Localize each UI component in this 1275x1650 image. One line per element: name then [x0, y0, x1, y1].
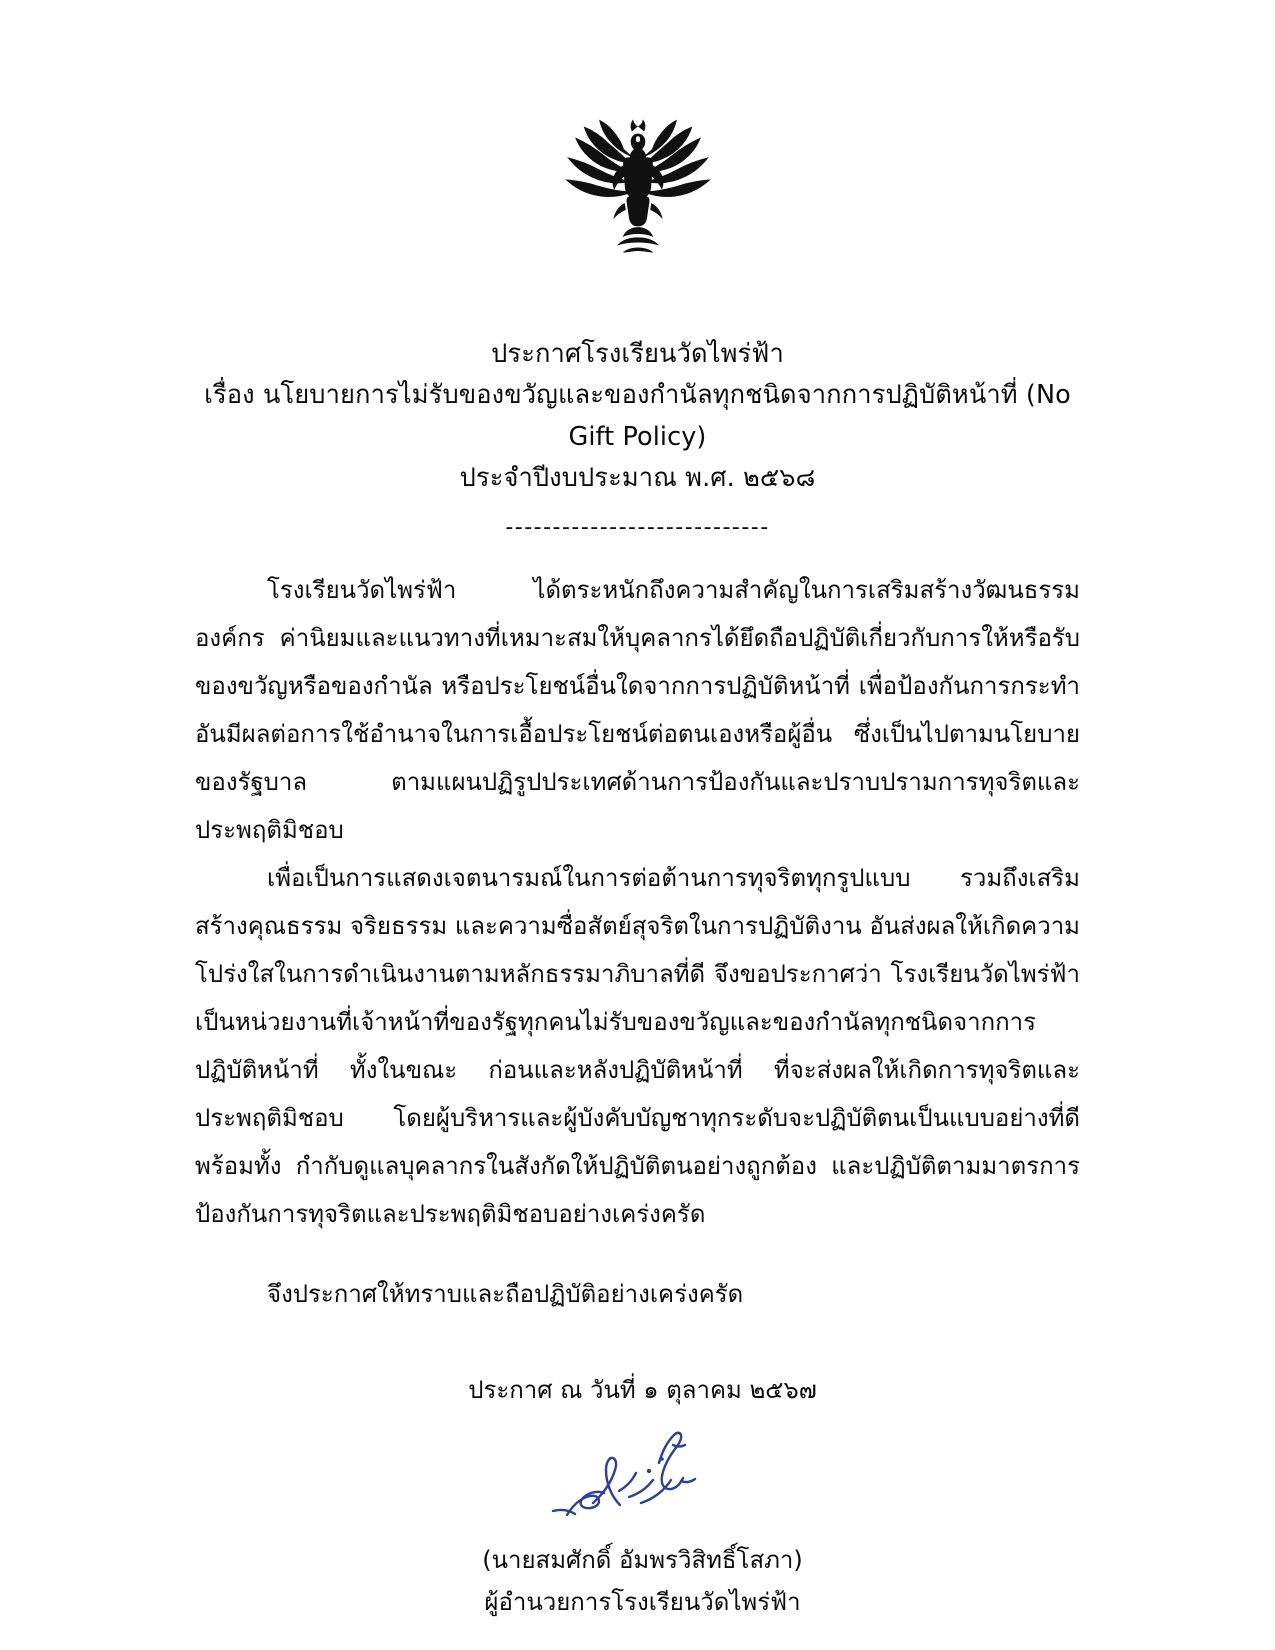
heading-line-1: ประกาศโรงเรียนวัดไพร่ฟ้า: [491, 339, 784, 369]
heading-line-2: เรื่อง นโยบายการไม่รับของขวัญและของกำนัลทุกชนิดจากการปฏิบัติหน้าที่ (No Gift Policy): [204, 380, 1071, 452]
garuda-emblem-icon: [553, 112, 723, 282]
paragraph-1: โรงเรียนวัดไพร่ฟ้า ได้ตระหนักถึงความสำคัญในการเสริมสร้างวัฒนธรรมองค์กร ค่านิยมและแนวทางที่เหมาะสมให้บุคลากรได้ยึดถือปฏิบัติเกี่ยวกับการให้หรือรับของขวัญหรือของกำนัล หรือประโยชน์อื่นใดจากการปฏิบัติหน้าที่ เพื่อป้องกันการกระทำอันมีผลต่อการใช้อำนาจในการเอื้อประโยชน์ต่อตนเองหรือผู้อื่น ซึ่งเป็นไปตามนโยบายของรัฐบาล ตามแผนปฏิรูปประเทศด้านการป้องกันและปราบปรามการทุจริตและประพฤติมิชอบ: [195, 576, 1080, 845]
signer-title: ผู้อำนวยการโรงเรียนวัดไพร่ฟ้า: [484, 1587, 801, 1616]
heading-line-3: ประจำปีงบประมาณ พ.ศ. ๒๕๖๘: [459, 462, 816, 493]
signer-name: (นายสมศักดิ์ อัมพรวิสิทธิ์โสภา): [482, 1545, 803, 1574]
signature-container: [195, 1419, 1080, 1539]
emblem-container: [195, 0, 1080, 282]
date-line: ประกาศ ณ วันที่ ๑ ตุลาคม ๒๕๖๗: [468, 1375, 817, 1404]
document-body: [195, 566, 1080, 1318]
handwritten-signature-icon: [523, 1419, 753, 1539]
closing-statement: จึงประกาศให้ทราบและถือปฏิบัติอย่างเคร่งครัด: [267, 1280, 744, 1309]
paragraph-2: เพื่อเป็นการแสดงเจตนารมณ์ในการต่อต้านการทุจริตทุกรูปแบบ รวมถึงเสริมสร้างคุณธรรม จริยธรรม และความซื่อสัตย์สุจริตในการปฏิบัติงาน อันส่งผลให้เกิดความโปร่งใสในการดำเนินงานตามหลักธรรมาภิบาลที่ดี จึงขอประกาศว่า โรงเรียนวัดไพร่ฟ้า เป็นหน่วยงานที่เจ้าหน้าที่ของรัฐทุกคนไม่รับของขวัญและของกำนัลทุกชนิดจากการปฏิบัติหน้าที่ ทั้งในขณะ ก่อนและหลังปฏิบัติหน้าที่ ที่จะส่งผลให้เกิดการทุจริตและประพฤติมิชอบ โดยผู้บริหารและผู้บังคับบัญชาทุกระดับจะปฏิบัติตนเป็นแบบอย่างที่ดี พร้อมทั้ง กำกับดูแลบุคลากรในสังกัดให้ปฏิบัติตนอย่างถูกต้อง และปฏิบัติตามมาตรการป้องกันการทุจริตและประพฤติมิชอบอย่างเคร่งครัด: [195, 864, 1080, 1229]
document-headings: [195, 334, 1080, 540]
heading-divider: ----------------------------: [505, 515, 770, 541]
signer-block: [195, 1539, 1080, 1623]
